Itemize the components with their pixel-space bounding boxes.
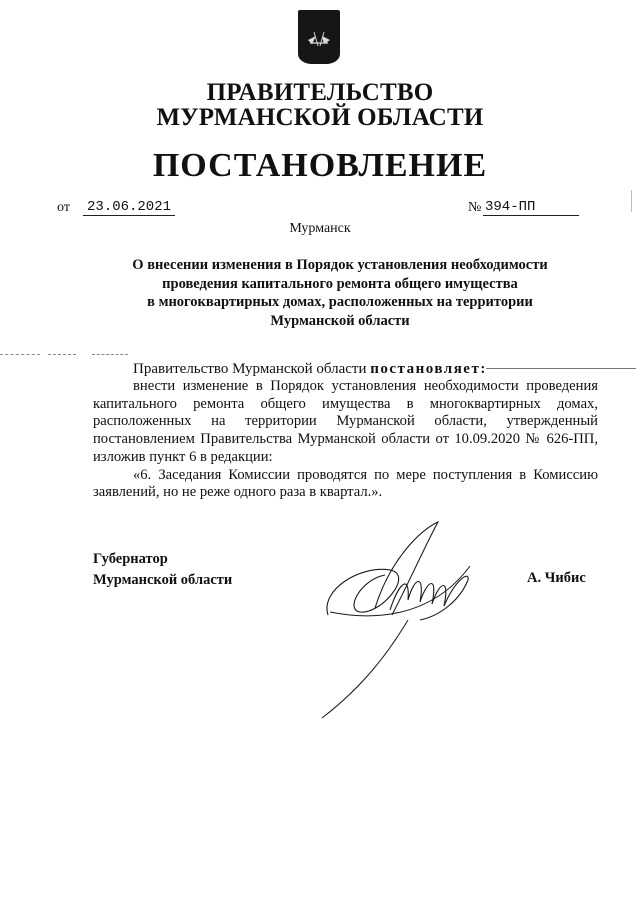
scan-dash-mark <box>48 354 76 355</box>
scan-dash-mark <box>92 354 128 355</box>
title-line-2: проведения капитального ремонта общего имущества <box>162 275 518 292</box>
number-prefix: № <box>468 200 482 215</box>
scan-line-mark <box>486 368 636 369</box>
document-date: 23.06.2021 <box>83 200 175 216</box>
signer-position-line-1: Губернатор <box>93 551 168 567</box>
edge-mark <box>631 190 632 212</box>
org-line-2: МУРМАНСКОЙ ОБЛАСТИ <box>156 104 484 131</box>
preamble <box>133 361 487 378</box>
organization-name <box>0 80 640 130</box>
preamble-decree-word: постановляет: <box>370 361 487 377</box>
document-title <box>110 256 570 330</box>
date-prefix: от <box>57 200 70 215</box>
body-paragraph-1: внести изменение в Порядок установления необходимости проведения капитального ремонта общего имущества в многоквартирных домах, расположенных на территории Мурманской области, утвержденный постановлением Правительства Мурманской области от 10.09.2020 № 626-ПП, изложив пункт 6 в редакции: <box>93 378 598 465</box>
signer-position <box>93 549 232 591</box>
city-name: Мурманск <box>289 221 351 236</box>
document-body <box>93 378 598 502</box>
coat-of-arms-emblem <box>298 10 340 64</box>
preamble-text: Правительство Мурманской области <box>133 361 371 377</box>
title-line-3: в многоквартирных домах, расположенных на территории <box>147 294 533 310</box>
body-paragraph-2: «6. Заседания Комиссии проводятся по мере поступления в Комиссию заявлений, но не реже одного раза в квартал.». <box>93 466 598 501</box>
document-type: ПОСТАНОВЛЕНИЕ <box>152 147 488 184</box>
signer-position-line-2: Мурманской области <box>93 572 233 588</box>
signer-name: А. Чибис <box>527 570 586 586</box>
title-line-1: О внесении изменения в Порядок установления необходимости <box>132 257 548 273</box>
scan-dash-mark <box>0 354 40 355</box>
handwritten-signature <box>320 520 510 720</box>
document-number: 394-ПП <box>483 200 579 216</box>
title-line-4: Мурманской области <box>270 312 410 329</box>
org-line-1: ПРАВИТЕЛЬСТВО <box>206 79 434 106</box>
